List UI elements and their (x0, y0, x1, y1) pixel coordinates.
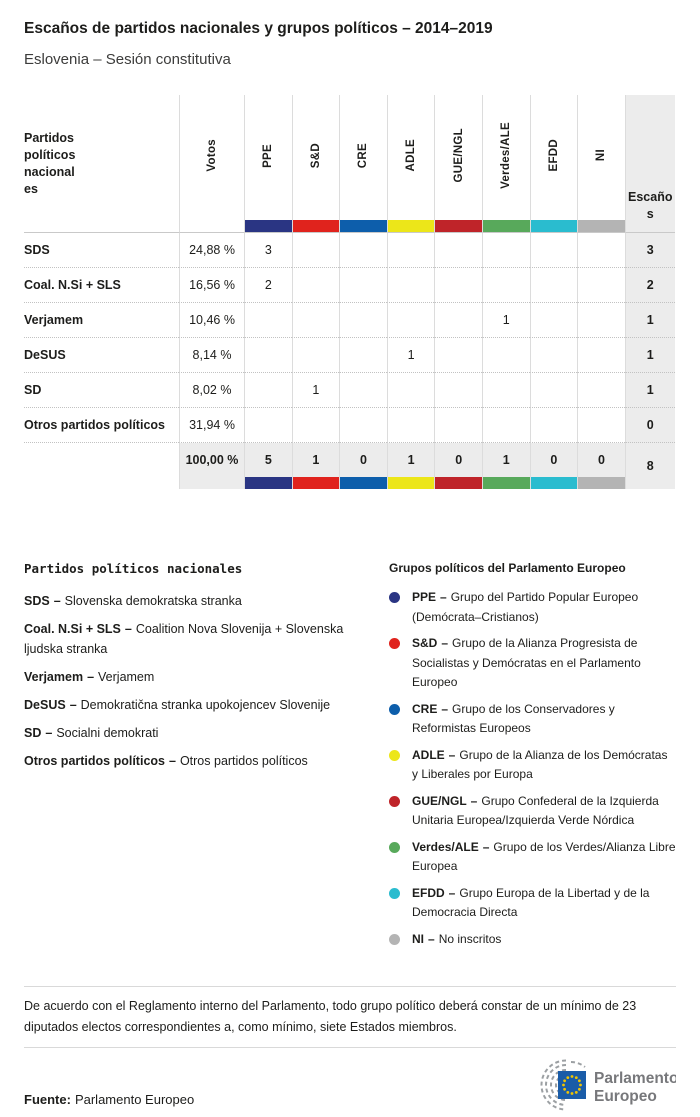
legend-group-item: CRE – Grupo de los Conservadores y Reformistas Europeos (389, 700, 676, 739)
legend-party-item: Otros partidos políticos – Otros partidos políticos (24, 754, 308, 768)
group-color-dot (389, 638, 400, 649)
group-seat-cell (530, 373, 578, 408)
group-seat-cell (577, 408, 625, 443)
group-column-header-ppe: PPE (244, 95, 292, 233)
group-seat-cell (244, 338, 292, 373)
legend-party-item: Verjamem – Verjamem (24, 670, 155, 684)
group-color-dot (389, 842, 400, 853)
group-seat-cell (244, 408, 292, 443)
legend-group-item: S&D – Grupo de la Alianza Progresista de Socialistas y Demócratas en el Parlamento Europeo (389, 634, 676, 693)
total-group-cell (482, 443, 530, 489)
group-seat-cell (339, 338, 387, 373)
seats-total-cell: 2 (625, 268, 675, 303)
national-parties-legend (24, 561, 389, 956)
group-seat-cell (434, 303, 482, 338)
group-column-header-verdes-ale: Verdes/ALE (482, 95, 530, 233)
total-group-value: 0 (455, 453, 463, 467)
group-seat-cell (530, 303, 578, 338)
group-color-dot (389, 934, 400, 945)
legend-section (24, 561, 676, 956)
votes-cell: 8,14 % (179, 338, 244, 373)
group-seat-cell (530, 408, 578, 443)
group-seat-cell (530, 268, 578, 303)
total-group-value: 5 (264, 453, 272, 467)
votes-cell: 10,46 % (179, 303, 244, 338)
group-color-dot (389, 704, 400, 715)
legend-group-item: EFDD – Grupo Europa de la Libertad y de la Democracia Directa (389, 884, 676, 923)
group-seat-cell: 2 (244, 268, 292, 303)
total-group-value: 1 (502, 453, 510, 467)
total-group-value: 0 (360, 453, 367, 467)
page-subtitle: Eslovenia – Sesión constitutiva (24, 51, 231, 68)
group-seat-cell (339, 408, 387, 443)
votes-column-header: Votos (179, 95, 244, 233)
group-seat-cell (482, 233, 530, 268)
group-color-dot (389, 592, 400, 603)
group-seat-cell (339, 268, 387, 303)
total-group-cell (577, 443, 625, 489)
total-group-cell (530, 443, 578, 489)
group-seat-cell (530, 338, 578, 373)
group-seat-cell (577, 373, 625, 408)
group-seat-cell (292, 268, 340, 303)
group-seat-cell (482, 268, 530, 303)
group-color-stripe (293, 477, 340, 489)
legend-party-item: SD – Socialni demokrati (24, 726, 159, 740)
total-group-cell (387, 443, 435, 489)
group-color-stripe (293, 220, 340, 232)
party-name-cell: SDS (24, 233, 179, 268)
total-group-cell (292, 443, 340, 489)
political-groups-legend (389, 561, 676, 956)
total-group-value: 1 (407, 453, 415, 467)
group-seat-cell: 1 (387, 338, 435, 373)
total-group-value: 1 (312, 453, 320, 467)
results-table (24, 95, 675, 489)
total-empty-cell (24, 443, 179, 489)
legend-group-item: NI – No inscritos (389, 930, 676, 950)
footer-divider-top (24, 986, 676, 987)
legend-group-item: PPE – Grupo del Partido Popular Europeo (Demócrata–Cristianos) (389, 588, 676, 627)
group-color-stripe (578, 477, 625, 489)
party-name-cell: DeSUS (24, 338, 179, 373)
group-color-stripe (388, 220, 435, 232)
source-label: Fuente: (24, 1092, 71, 1107)
group-seat-cell (292, 303, 340, 338)
group-column-header-adle: ADLE (387, 95, 435, 233)
group-color-stripe (340, 220, 387, 232)
seats-column-header: Escaños (625, 95, 675, 233)
total-group-cell (244, 443, 292, 489)
party-column-header: Partidos políticos nacionales (24, 95, 179, 233)
legend-group-item: Verdes/ALE – Grupo de los Verdes/Alianza Libre Europea (389, 838, 676, 877)
total-seats-cell: 8 (625, 443, 675, 489)
group-seat-cell (339, 373, 387, 408)
political-groups-legend-title: Grupos políticos del Parlamento Europeo (389, 561, 626, 575)
seats-total-cell: 1 (625, 373, 675, 408)
group-seat-cell (434, 233, 482, 268)
seats-total-cell: 1 (625, 338, 675, 373)
seats-total-cell: 3 (625, 233, 675, 268)
group-color-stripe (483, 477, 530, 489)
votes-cell: 24,88 % (179, 233, 244, 268)
group-color-stripe (435, 477, 482, 489)
total-votes-cell: 100,00 % (179, 443, 244, 489)
legend-party-item: Coal. N.Si + SLS – Coalition Nova Slovenija + Slovenska ljudska stranka (24, 622, 344, 656)
group-color-dot (389, 796, 400, 807)
group-seat-cell: 1 (482, 303, 530, 338)
group-seat-cell (530, 233, 578, 268)
group-seat-cell (577, 338, 625, 373)
source-row (24, 1058, 676, 1117)
group-color-stripe (435, 220, 482, 232)
legend-group-item: ADLE – Grupo de la Alianza de los Demócratas y Liberales por Europa (389, 746, 676, 785)
group-seat-cell (434, 373, 482, 408)
group-seat-cell: 3 (244, 233, 292, 268)
group-color-stripe (388, 477, 435, 489)
legend-group-item: GUE/NGL – Grupo Confederal de la Izquierda Unitaria Europea/Izquierda Verde Nórdica (389, 792, 676, 831)
group-seat-cell (387, 303, 435, 338)
total-group-value: 0 (597, 453, 605, 467)
group-seat-cell (244, 373, 292, 408)
group-seat-cell (434, 338, 482, 373)
group-seat-cell (577, 303, 625, 338)
group-seat-cell (292, 338, 340, 373)
group-seat-cell (482, 338, 530, 373)
footer-note: De acuerdo con el Reglamento interno del Parlamento, todo grupo político deberá constar de un mínimo de 23 diputados electos correspondientes a, como mínimo, siete Estados miembros. (24, 999, 637, 1034)
national-parties-legend-title: Partidos políticos nacionales (24, 561, 243, 576)
group-column-header-efdd: EFDD (530, 95, 578, 233)
european-parliament-logo (514, 1058, 676, 1117)
total-group-value: 0 (550, 453, 558, 467)
group-column-header-gue-ngl: GUE/NGL (434, 95, 482, 233)
source-value: Parlamento Europeo (74, 1092, 195, 1107)
votes-cell: 31,94 % (179, 408, 244, 443)
party-name-cell: Coal. N.Si + SLS (24, 268, 179, 303)
group-seat-cell (387, 268, 435, 303)
group-color-stripe (531, 477, 578, 489)
seats-total-cell: 1 (625, 303, 675, 338)
group-column-header-sd: S&D (292, 95, 340, 233)
group-seat-cell (244, 303, 292, 338)
group-color-stripe (578, 220, 625, 232)
group-seat-cell (339, 233, 387, 268)
group-seat-cell (434, 268, 482, 303)
page-title: Escaños de partidos nacionales y grupos políticos – 2014–2019 (24, 20, 493, 37)
group-seat-cell (434, 408, 482, 443)
group-seat-cell: 1 (292, 373, 340, 408)
seats-total-cell: 0 (625, 408, 675, 443)
group-seat-cell (292, 233, 340, 268)
group-color-stripe (483, 220, 530, 232)
group-color-stripe (245, 220, 292, 232)
group-color-stripe (531, 220, 578, 232)
group-seat-cell (339, 303, 387, 338)
group-column-header-cre: CRE (339, 95, 387, 233)
group-seat-cell (577, 233, 625, 268)
group-color-stripe (340, 477, 387, 489)
svg-text:Europeo: Europeo (594, 1088, 657, 1105)
svg-text:Parlamento: Parlamento (594, 1070, 676, 1087)
group-seat-cell (482, 373, 530, 408)
group-color-dot (389, 888, 400, 899)
group-color-stripe (245, 477, 292, 489)
group-seat-cell (577, 268, 625, 303)
party-name-cell: SD (24, 373, 179, 408)
group-column-header-ni: NI (577, 95, 625, 233)
votes-cell: 8,02 % (179, 373, 244, 408)
legend-party-item: DeSUS – Demokratična stranka upokojencev Slovenije (24, 698, 331, 712)
votes-cell: 16,56 % (179, 268, 244, 303)
total-group-cell (339, 443, 387, 489)
group-seat-cell (482, 408, 530, 443)
group-seat-cell (387, 373, 435, 408)
group-seat-cell (387, 408, 435, 443)
party-name-cell: Verjamem (24, 303, 179, 338)
total-group-cell (434, 443, 482, 489)
party-name-cell: Otros partidos políticos (24, 408, 179, 443)
group-seat-cell (292, 408, 340, 443)
group-seat-cell (387, 233, 435, 268)
group-color-dot (389, 750, 400, 761)
ep-hemicycle-logo-icon (514, 1058, 676, 1112)
footer-divider-bottom (24, 1047, 676, 1048)
legend-party-item: SDS – Slovenska demokratska stranka (24, 594, 242, 608)
source-line (24, 1092, 194, 1107)
